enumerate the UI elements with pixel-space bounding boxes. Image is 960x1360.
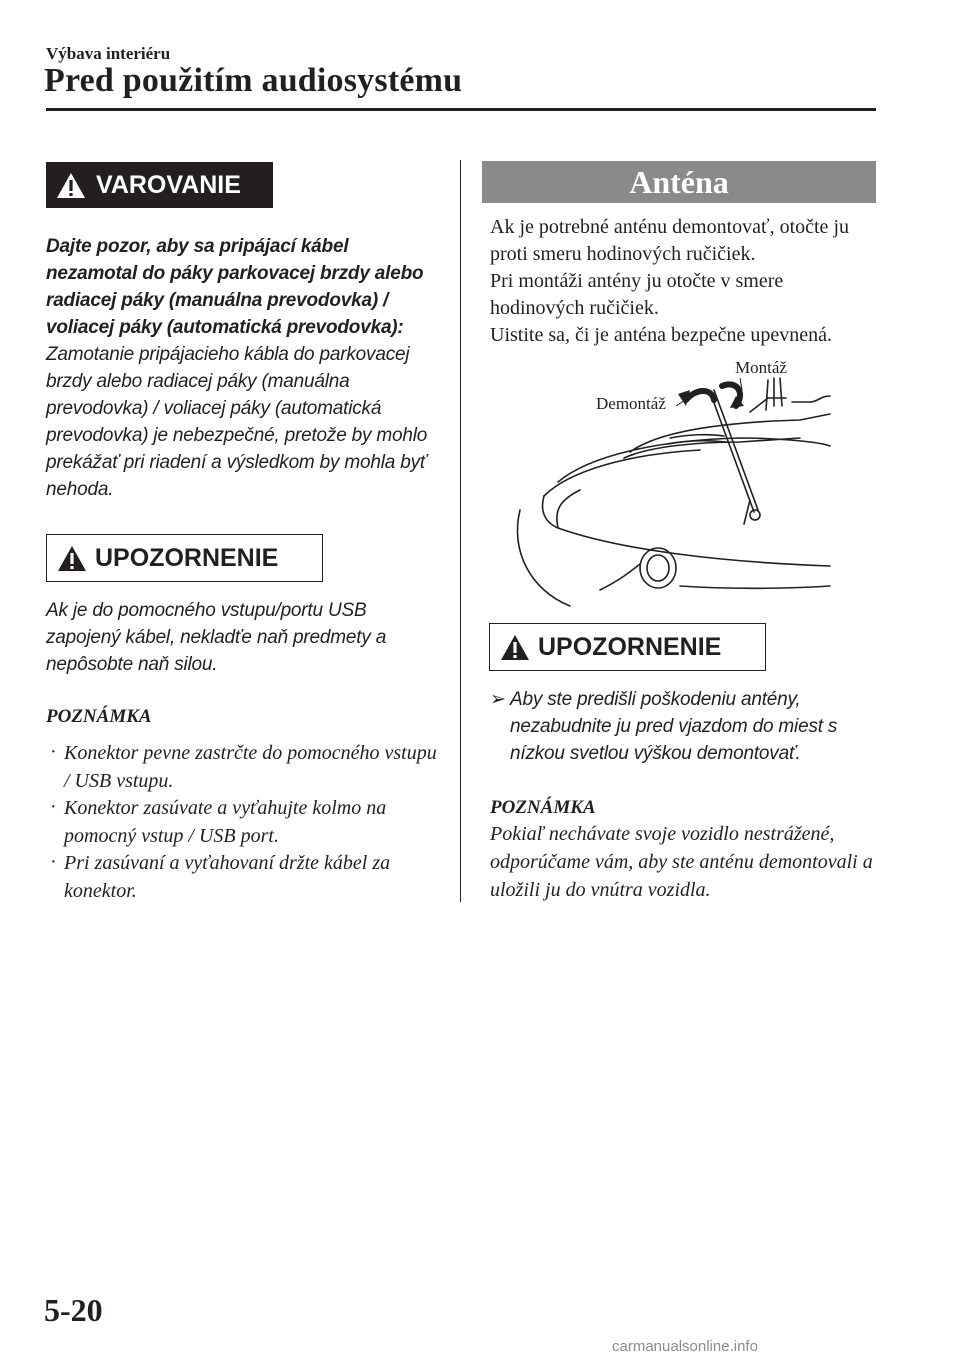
caution-label: UPOZORNENIE <box>95 543 279 572</box>
section-label: Výbava interiéru <box>46 44 171 63</box>
page-number: 5-20 <box>44 1292 103 1328</box>
warning-label: VAROVANIE <box>96 170 241 199</box>
note-item: · Konektor zasúvate a vyťahujte kolmo na pomocný vstup / USB port. <box>46 795 446 850</box>
warning-lead: Dajte pozor, aby sa pripájací kábel nezamotal do páky parkovacej brzdy alebo radiacej páky (manuálna prevodovka) / voliacej páky (automatická prevodovka): <box>46 236 424 338</box>
caution-label-box-right <box>489 623 766 671</box>
caution-bullet: Aby ste predišli poškodeniu antény, nezabudnite ju pred vjazdom do miest s nízkou svetlou výškou demontovať. <box>510 689 838 764</box>
caution-text-right <box>490 686 880 767</box>
antenna-section-title: Anténa <box>482 161 876 203</box>
caution-body: Ak je do pomocného vstupu/portu USB zapojený kábel, nekladťe naň predmety a nepôsobte naň silou. <box>46 600 387 675</box>
intro-line: Ak je potrebné anténu demontovať, otočte ju proti smeru hodinových ručičiek. <box>490 216 849 265</box>
label-install: Montáž <box>735 358 787 377</box>
note-body-right <box>490 820 876 904</box>
warning-body: Zamotanie pripájacieho kábla do parkovacej brzdy alebo radiacej páky (manuálna prevodovka) / voliacej páky (automatická prevodovka) je nebezpečné, pretože by mohlo prekážať pri riadení a výsledkom by mohla byť nehoda. <box>46 344 428 500</box>
warning-label-box <box>46 162 273 208</box>
note-body: Pokiaľ nechávate svoje vozidlo nestrážené, odporúčame vám, aby ste anténu demontovali a uložili ju do vnútra vozidla. <box>490 823 873 901</box>
caution-label: UPOZORNENIE <box>538 632 722 661</box>
column-divider <box>460 160 461 902</box>
note-item: · Konektor pevne zastrčte do pomocného vstupu / USB vstupu. <box>46 740 446 795</box>
caution-label-box-left <box>46 534 323 582</box>
watermark: carmanualsonline.info <box>612 1338 758 1355</box>
antenna-illustration <box>500 350 876 610</box>
page-title: Pred použitím audiosystému <box>44 62 463 99</box>
warning-triangle-icon <box>500 634 530 661</box>
caution-text-left <box>46 597 426 678</box>
label-remove: Demontáž <box>596 394 666 413</box>
intro-line: Uistite sa, či je anténa bezpečne upevnená. <box>490 324 833 346</box>
arrow-bullet-icon: ➢ <box>490 689 506 710</box>
note-list-left <box>46 740 446 905</box>
warning-triangle-icon <box>57 545 87 572</box>
note-title-right: POZNÁMKA <box>490 797 596 818</box>
warning-triangle-icon <box>56 172 86 199</box>
note-item: · Pri zasúvaní a vyťahovaní držte kábel za konektor. <box>46 850 446 905</box>
warning-text <box>46 233 441 503</box>
antenna-intro <box>490 214 876 349</box>
note-title-left: POZNÁMKA <box>46 706 152 727</box>
header-rule <box>46 108 876 111</box>
intro-line: Pri montáži antény ju otočte v smere hodinových ručičiek. <box>490 270 784 319</box>
